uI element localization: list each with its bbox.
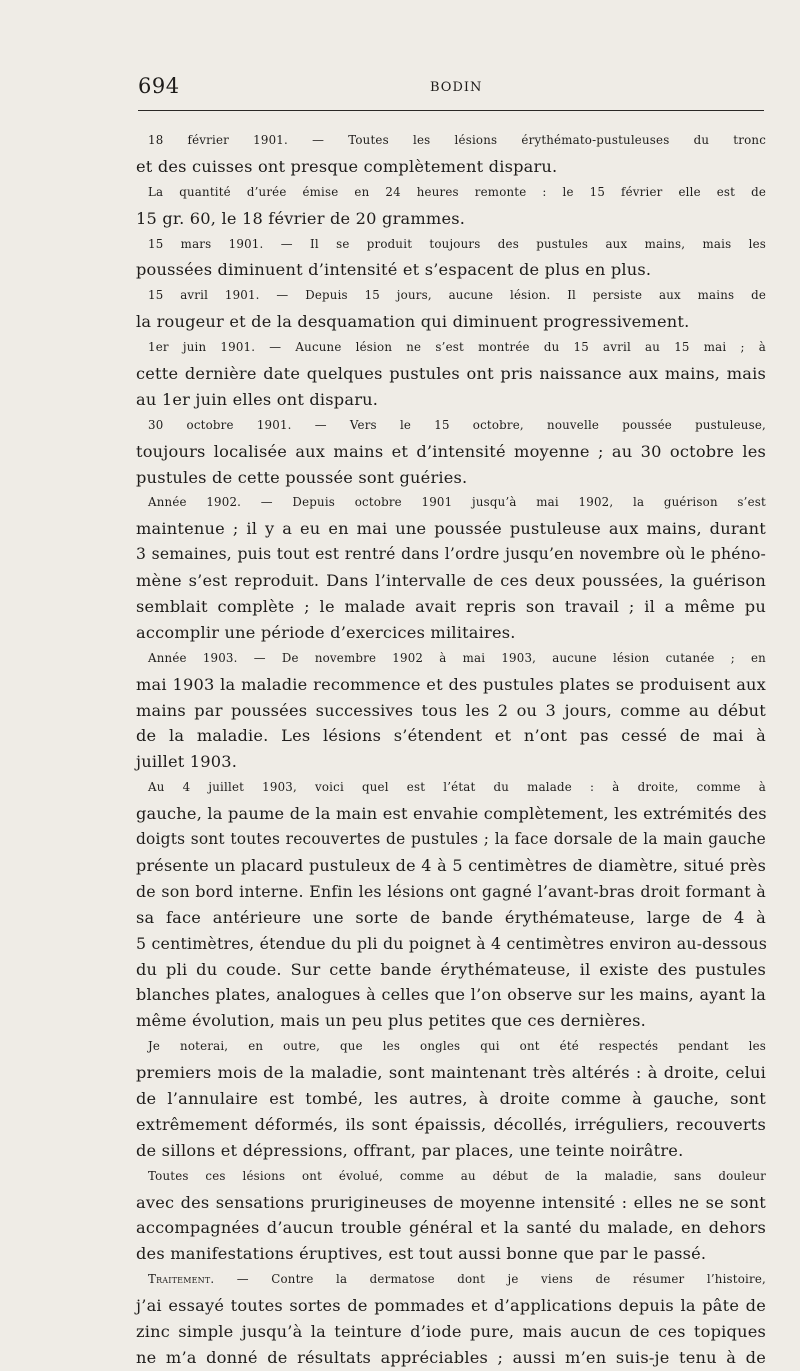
- text-line: pustules de cette poussée sont guéries.: [136, 467, 468, 487]
- text-line: j’ai essayé toutes sortes de pommades et d’applications depuis la pâte de: [136, 1296, 766, 1316]
- text-line: des manifestations éruptives, est tout aussi bonne que par le passé.: [136, 1244, 707, 1264]
- text-line: extrêmement déformés, ils sont épaissis, décollés, irréguliers, recouverts: [136, 1114, 766, 1134]
- header-rule: [138, 110, 764, 111]
- text-line: cette dernière date quelques pustules ont pris naissance aux mains, mais: [136, 364, 766, 384]
- text-line: Année 1902. — Depuis octobre 1901 jusqu’à mai 1902, la guérison s’est: [148, 495, 766, 510]
- text-line: zinc simple jusqu’à la teinture d’iode pure, mais aucun de ces topiques: [136, 1321, 766, 1341]
- text-line: Année 1903. — De novembre 1902 à mai 1903, aucune lésion cutanée ; en: [148, 650, 766, 665]
- text-line: accomplir une période d’exercices militaires.: [136, 622, 516, 642]
- text-line: Toutes ces lésions ont évolué, comme au début de la maladie, sans douleur: [148, 1168, 766, 1183]
- text-line: La quantité d’urée émise en 24 heures remonte : le 15 février elle est de: [148, 184, 766, 199]
- text-line: de son bord interne. Enfin les lésions ont gagné l’avant-bras droit formant à: [136, 881, 766, 901]
- text-line: mène s’est reproduit. Dans l’intervalle de ces deux poussées, la guérison: [136, 571, 766, 591]
- text-line: ne m’a donné de résultats appréciables ; aussi m’en suis-je tenu à de: [136, 1347, 766, 1367]
- text-line: accompagnées d’aucun trouble général et la santé du malade, en dehors: [136, 1218, 766, 1238]
- text-line: et des cuisses ont presque complètement disparu.: [136, 156, 558, 176]
- text-line: de sillons et dépressions, offrant, par places, une teinte noirâtre.: [136, 1140, 684, 1160]
- text-line: 30 octobre 1901. — Vers le 15 octobre, nouvelle poussée pustuleuse,: [148, 417, 766, 432]
- text-line: 3 semaines, puis tout est rentré dans l’ordre jusqu’en novembre où le phéno-: [136, 545, 766, 564]
- text-line: gauche, la paume de la main est envahie complètement, les extrémités des: [136, 804, 767, 824]
- text-line: Au 4 juillet 1903, voici quel est l’état du malade : à droite, comme à: [148, 780, 766, 795]
- text-line: sa face antérieure une sorte de bande érythémateuse, large de 4 à: [136, 907, 766, 927]
- text-line: toujours localisée aux mains et d’intensité moyenne ; au 30 octobre les: [136, 441, 766, 461]
- text-line: de l’annulaire est tombé, les autres, à droite comme à gauche, sont: [136, 1088, 766, 1108]
- text-line: 18 février 1901. — Toutes les lésions érythémato-pustuleuses du tronc: [148, 133, 766, 147]
- text-line: 1er juin 1901. — Aucune lésion ne s’est montrée du 15 avril au 15 mai ; à: [148, 340, 766, 355]
- text-line: 15 mars 1901. — Il se produit toujours des pustules aux mains, mais les: [148, 236, 766, 251]
- text-line: mai 1903 la maladie recommence et des pustules plates se produisent aux: [136, 674, 766, 694]
- text-line: premiers mois de la maladie, sont maintenant très altérés : à droite, celui: [136, 1063, 766, 1083]
- text-line: Traitement. — Contre la dermatose dont je viens de résumer l’histoire,: [148, 1272, 766, 1287]
- text-line: semblait complète ; le malade avait repris son travail ; il a même pu: [136, 597, 766, 617]
- text-line: avec des sensations prurigineuses de moyenne intensité : elles ne se sont: [136, 1192, 766, 1212]
- text-line: doigts sont toutes recouvertes de pustules ; la face dorsale de la main gauche: [136, 830, 766, 849]
- text-line: 15 gr. 60, le 18 février de 20 grammes.: [136, 208, 466, 228]
- text-line: du pli du coude. Sur cette bande érythémateuse, il existe des pustules: [136, 959, 766, 979]
- text-line: blanches plates, analogues à celles que l’on observe sur les mains, ayant la: [136, 985, 766, 1005]
- text-line: même évolution, mais un peu plus petites que ces dernières.: [136, 1011, 646, 1031]
- text-line: de la maladie. Les lésions s’étendent et n’ont pas cessé de mai à: [136, 726, 766, 746]
- text-line: maintenue ; il y a eu en mai une poussée pustuleuse aux mains, durant: [136, 519, 766, 539]
- text-line: poussées diminuent d’intensité et s’espacent de plus en plus.: [136, 260, 652, 280]
- text-line: mains par poussées successives tous les 2 ou 3 jours, comme au début: [136, 700, 766, 720]
- text-line: au 1er juin elles ont disparu.: [136, 389, 379, 409]
- text-line: juillet 1903.: [136, 752, 238, 772]
- page-number: 694: [138, 74, 180, 98]
- text-line: présente un placard pustuleux de 4 à 5 centimètres de diamètre, situé près: [136, 855, 766, 875]
- page-header: [138, 74, 764, 102]
- text-line: 5 centimètres, étendue du pli du poignet à 4 centimètres environ au-dessous: [136, 933, 768, 953]
- text-line: Je noterai, en outre, que les ongles qui ont été respectés pendant les: [148, 1039, 766, 1054]
- running-head: BODIN: [430, 80, 483, 95]
- text-line: la rougeur et de la desquamation qui diminuent progressivement.: [136, 312, 690, 332]
- text-line: 15 avril 1901. — Depuis 15 jours, aucune lésion. Il persiste aux mains de: [148, 288, 766, 303]
- body-text: [136, 128, 766, 1371]
